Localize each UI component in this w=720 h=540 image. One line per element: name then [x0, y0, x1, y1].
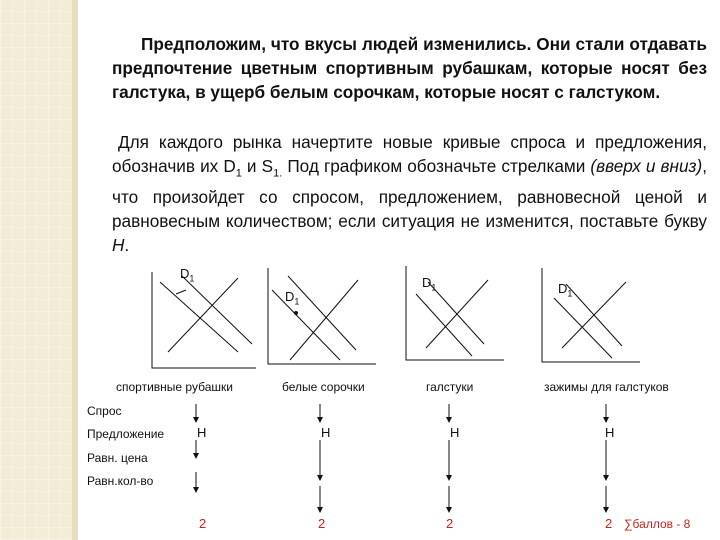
supply-mark-2: Н	[321, 425, 331, 440]
d1-main-3: D	[422, 275, 432, 290]
score-4: 2	[605, 516, 613, 531]
demand-new-3	[416, 294, 472, 356]
answer-arrows	[196, 404, 606, 510]
row-label-demand: Спрос	[87, 404, 122, 418]
d1-sub-2: 1	[294, 296, 300, 307]
score-1: 2	[199, 516, 207, 531]
supply-1	[168, 278, 238, 352]
chart-label-sport-shirts: спортивные рубашки	[116, 380, 233, 394]
p2-sub2: 1.	[273, 167, 283, 180]
row-label-price: Равн. цена	[87, 451, 148, 465]
chart-3	[406, 266, 504, 360]
chart-label-tie-clips: зажимы для галстуков	[544, 380, 669, 394]
axes-2	[268, 268, 376, 364]
axes-1	[152, 272, 256, 368]
p2-sub1: 1	[235, 167, 242, 180]
p2-part2: и S	[241, 156, 274, 176]
supply-mark-3: Н	[450, 425, 460, 440]
supply-mark-4: Н	[605, 425, 615, 440]
p2-letter: Н	[112, 235, 125, 256]
d1-main-2: D	[285, 289, 295, 304]
d1-sub-1: 1	[189, 273, 195, 284]
d1-sub-4: 1	[567, 288, 573, 299]
p2-part1: Для каждого рынка начертите новые кривые спроса и предложения, обозначив их D	[112, 132, 707, 176]
task-paragraph-1: Предположим, что вкусы людей изменились. Они стали отдавать предпочтение цветным спортивным рубашкам, которые носят без галстука, в ущерб белым сорочкам, которые носят с галстуком.	[112, 34, 707, 102]
shift-dot-2	[294, 311, 298, 315]
demand-new-4	[554, 298, 612, 358]
score-3: 2	[446, 516, 454, 531]
d1-label-chart-4	[558, 282, 572, 301]
shift-tick-1	[176, 290, 186, 294]
row-label-quantity: Равн.кол-во	[87, 474, 154, 488]
d1-label-chart-2	[285, 290, 299, 309]
p2-part4: , что произойдет со спросом, предложением, равновесной ценой и равновесным количеством; если ситуация не изменится, поставьте букву	[112, 156, 708, 232]
chart-label-white-shirts: белые сорочки	[282, 380, 365, 394]
chart-1	[152, 272, 256, 368]
chart-2	[268, 268, 376, 364]
p2-end: .	[124, 235, 130, 256]
d1-label-chart-1	[180, 267, 194, 286]
score-2: 2	[318, 516, 326, 531]
p2-part3: Под графиком обозначьте стрелками	[282, 156, 591, 176]
row-label-supply: Предложение	[87, 427, 165, 441]
d1-main-1: D	[180, 266, 190, 281]
chart-4	[542, 268, 640, 362]
demand-new-2	[272, 290, 340, 360]
d1-label-chart-3	[422, 276, 436, 295]
chart-label-ties: галстуки	[426, 380, 474, 394]
axes-3	[406, 266, 504, 360]
d1-sub-3: 1	[431, 282, 437, 293]
total-score: ∑баллов - 8	[624, 517, 691, 531]
p2-italic: (вверх и вниз)	[590, 156, 703, 176]
supply-mark-1: Н	[197, 425, 207, 440]
supply-2	[290, 280, 358, 360]
d1-main-4: D	[558, 281, 568, 296]
demand-2	[288, 276, 356, 350]
